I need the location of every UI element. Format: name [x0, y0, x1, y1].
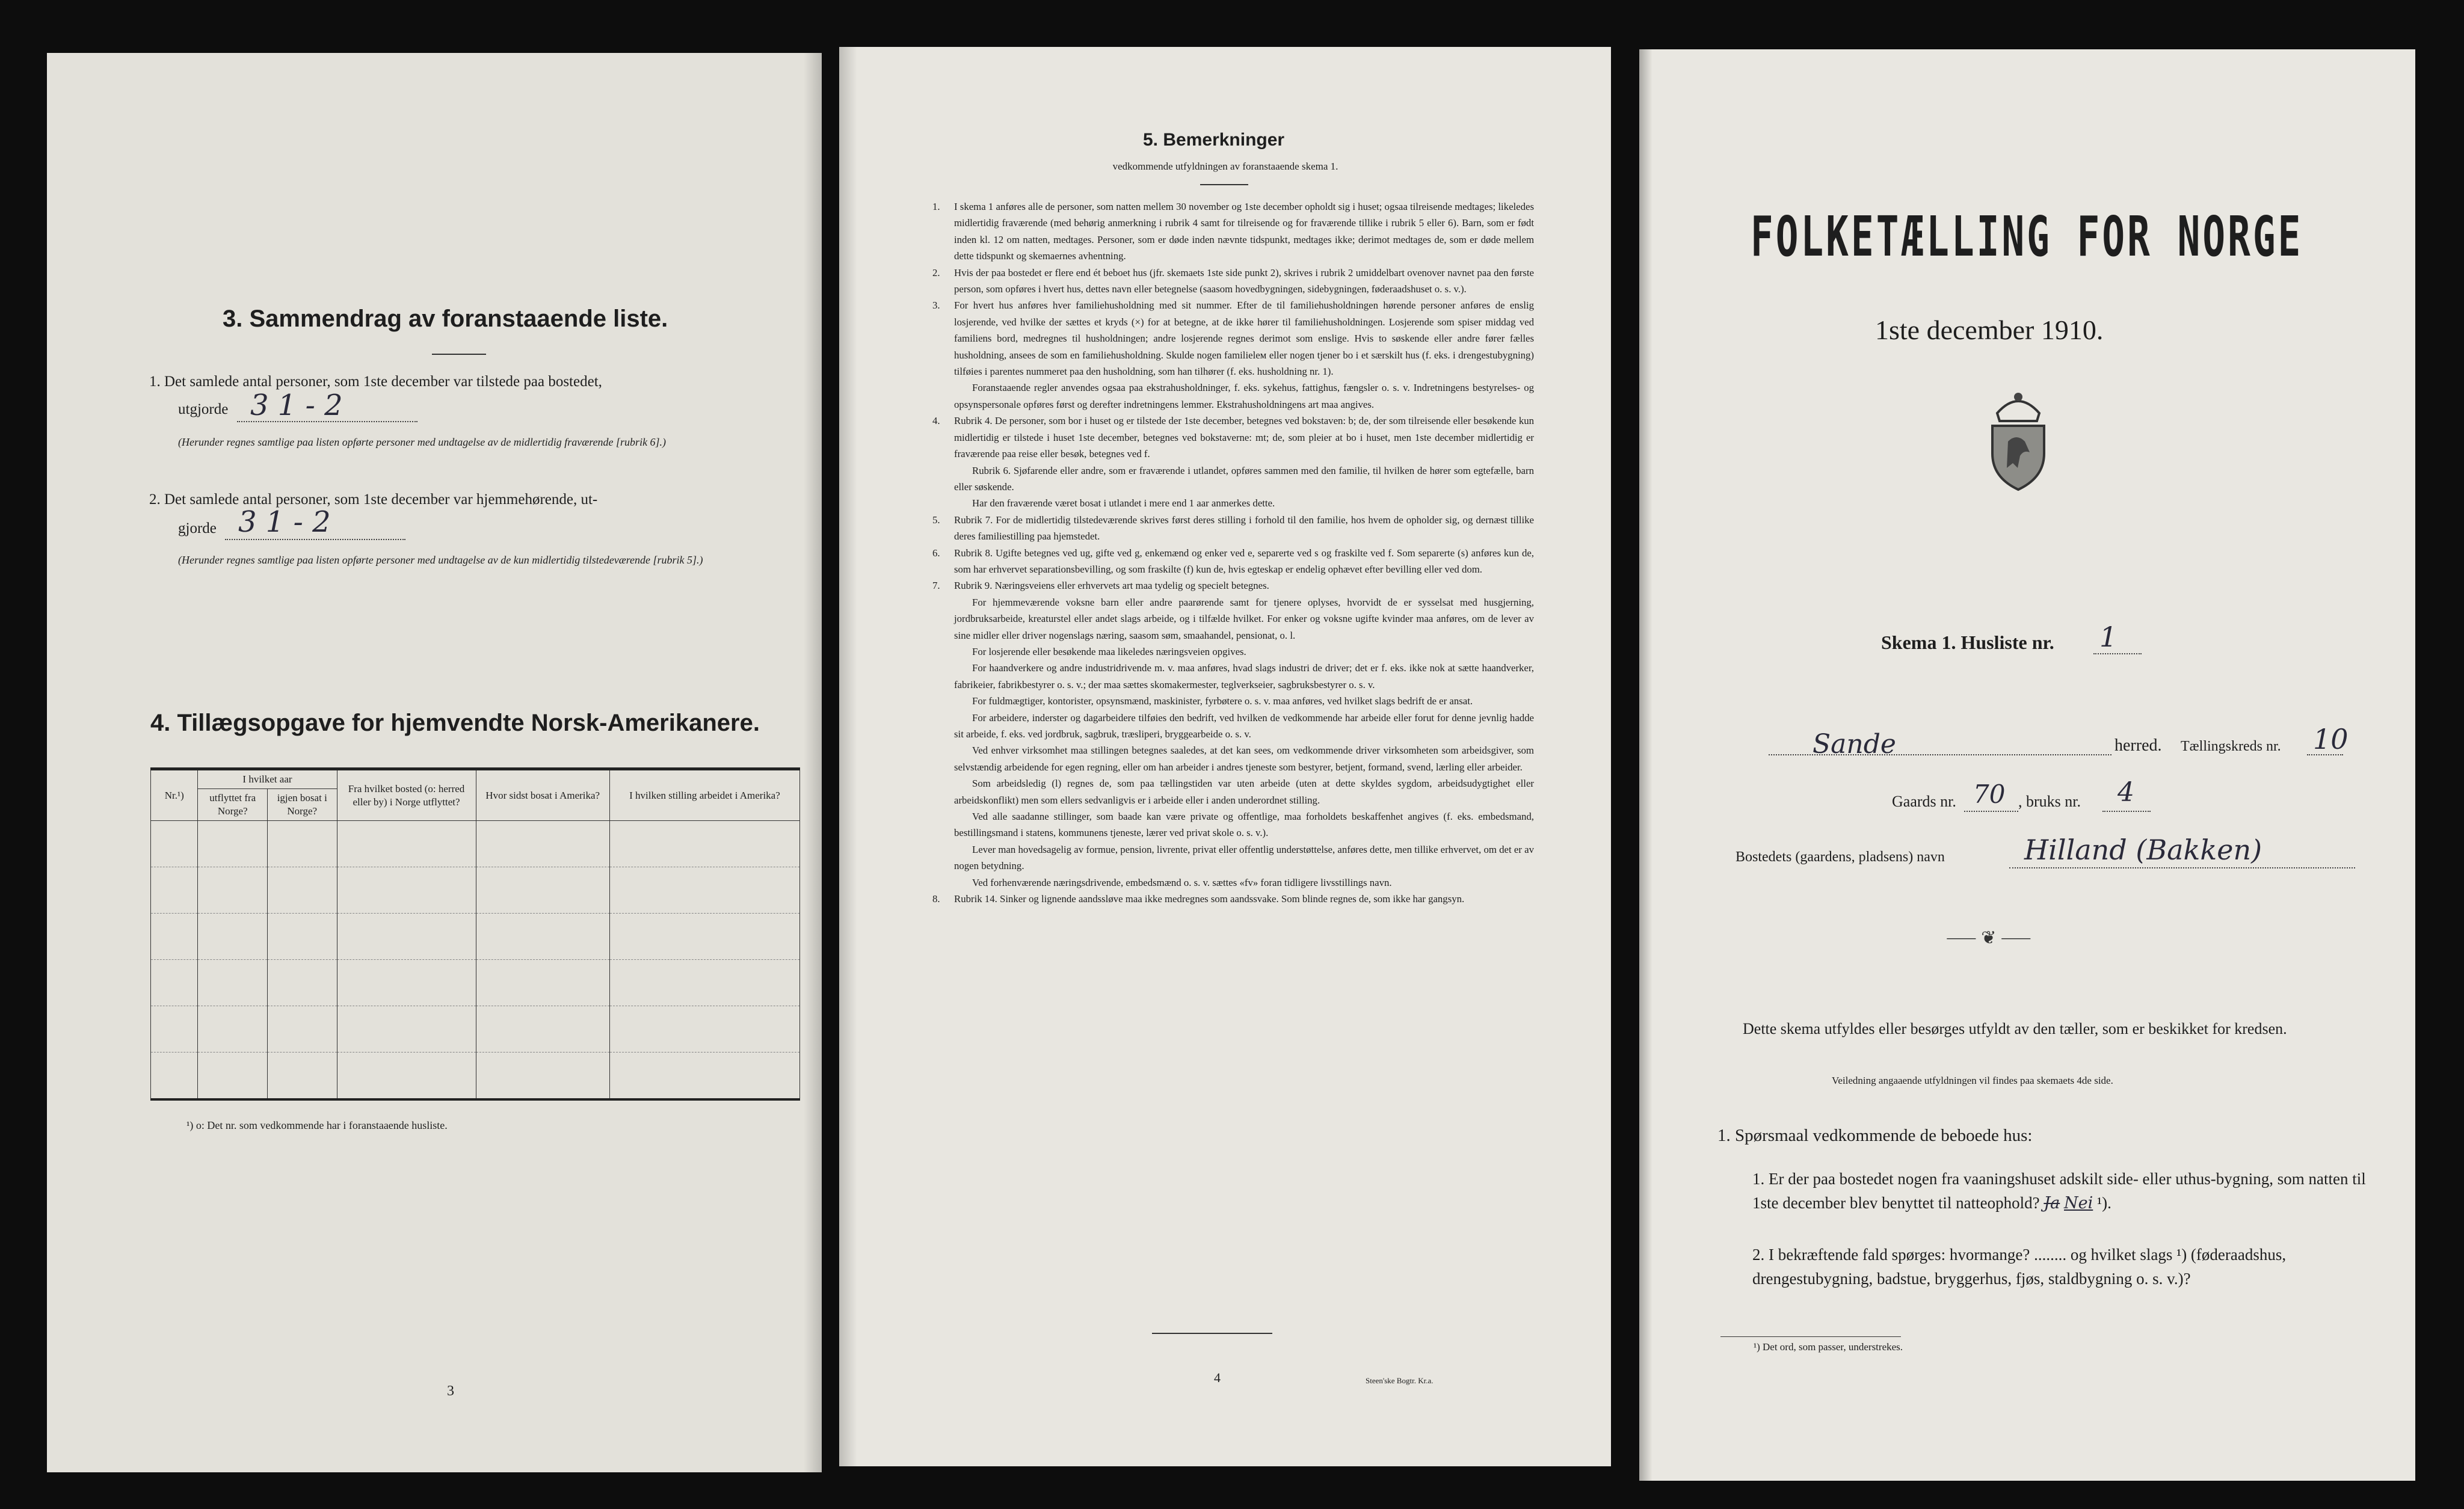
norsk-amerikanere-table-wrapper	[150, 767, 800, 1101]
item-2-value: 3 1 - 2	[238, 505, 331, 539]
census-date: 1ste december 1910.	[1875, 315, 2104, 345]
remarks-end-rule	[1152, 1333, 1272, 1334]
remark-text: Foranstaaende regler anvendes ogsaa paa ekstrahusholdninger, f. eks. sykehus, fattighus, fængsler o. s. v. Indretningens bestyrelses- og opsynspersonale opføres først og derefter indretningens lemmer. Ekstrahusholdningens art maa angives.	[954, 382, 1534, 410]
bosted-dotline	[2009, 867, 2355, 868]
col-group-aar: I hvilket aar	[198, 769, 337, 789]
printer-mark: Steen'ske Bogtr. Kr.a.	[1366, 1376, 1434, 1385]
remark-number: 6.	[932, 547, 940, 559]
remark-number	[932, 380, 954, 413]
remark-text: Rubrik 9. Næringsveiens eller erhvervets art maa tydelig og specielt betegnes.	[954, 580, 1269, 592]
item-1-value: 3 1 - 2	[250, 389, 343, 422]
remark-number: 5.	[932, 514, 940, 526]
remark-item	[932, 710, 1534, 743]
remark-item	[932, 841, 1534, 874]
remark-number: 3.	[932, 300, 940, 312]
remark-item	[932, 198, 1534, 265]
remark-text: Ved enhver virksomhet maa stillingen betegnes saaledes, at det kan sees, om vedkommende driver virksomheten som arbeidsgiver, som selvstændig arbeidende for egen regning, eller om han arbeider i andres tjeneste som bestyrer, betjent, formand, svend, lærling eller arbeider.	[954, 745, 1534, 773]
remark-number	[932, 594, 954, 644]
item-2-note: (Herunder regnes samtlige paa listen opførte personer med undtagelse av de kun midlertidig tilstedeværende [rubrik 5].)	[178, 554, 703, 566]
page-number-4: 4	[1214, 1370, 1221, 1385]
right-footnote: ¹) Det ord, som passer, understrekes.	[1754, 1341, 1903, 1353]
left-page	[47, 53, 822, 1472]
remark-text: For arbeidere, inderster og dagarbeidere tilføies den bedrift, ved hvilken de vedkommende har arbeide eller forut for denne jevnlig hadde sit arbeide, f. eks. ved jordbruk, sagbruk, træsliperi, bryggearbeide o. s. v.	[954, 711, 1534, 740]
bruks-value: 4	[2118, 777, 2134, 808]
remark-text: Har den fraværende været bosat i utlandet i mere end 1 aar anmerkes dette.	[972, 497, 1275, 509]
table-row	[151, 1053, 800, 1100]
remark-text: For fuldmægtiger, kontorister, opsynsmænd, maskinister, fyrbøtere o. s. v. maa anføres, ved hvilket slags bedrift de er ansat.	[972, 695, 1473, 707]
remarks-subtitle: vedkommende utfyldningen av foranstaaende skema 1.	[1112, 161, 1338, 172]
kreds-dotline	[2307, 754, 2343, 755]
remark-item	[932, 463, 1534, 496]
question-2: 2. I bekræftende fald spørges: hvormange? ........ og hvilket slags ¹) (føderaadshus, drengestubygning, badstue, bryggerhus, fjøs, staldbygning o. s. v.)?	[1752, 1246, 2287, 1288]
remark-item	[932, 512, 1534, 545]
footnote-rule	[1720, 1336, 1901, 1337]
remark-item	[932, 413, 1534, 462]
bosted-value: Hilland (Bakken)	[2024, 834, 2262, 866]
husliste-dotline	[2093, 653, 2142, 654]
herred-value: Sande	[1813, 729, 1896, 760]
section-3-title: 3. Sammendrag av foranstaaende liste.	[223, 306, 668, 332]
remark-text: I skema 1 anføres alle de personer, som natten mellem 30 november og 1ste december opholdt sig i huset; ogsaa tilreisende medtages; likeledes midlertidig fraværende (med behørig anmerkning i rubrik 4 samt for tilreisende og for fraværende tillike i rubrik 5 eller 6). Barn, som er født inden kl. 12 om natten, medtages. Personer, som er døde inden nævnte tidspunkt, medtages ikke; derimot medtages de, som er døde mellem dette tidspunkt og skemaernes avhentning.	[954, 201, 1534, 262]
norway-coat-of-arms-icon	[1979, 386, 2057, 497]
section-4-title: 4. Tillægsopgave for hjemvendte Norsk-Amerikanere.	[150, 710, 760, 736]
remark-item	[932, 594, 1534, 644]
remark-item	[932, 775, 1534, 808]
remark-text: Rubrik 14. Sinker og lignende aandssløve maa ikke medregnes som aandssvake. Som blinde regnes de, som ikke har gangsyn.	[954, 893, 1465, 905]
col-utflyttet: utflyttet fra Norge?	[198, 789, 268, 821]
norsk-amerikanere-table	[150, 767, 800, 1101]
item-1-prefix: utgjorde	[178, 401, 229, 417]
remark-item	[932, 693, 1534, 709]
remark-item	[932, 265, 1534, 298]
remark-number	[932, 495, 954, 511]
remark-item	[932, 660, 1534, 693]
remark-text: Rubrik 6. Sjøfarende eller andre, som er fraværende i utlandet, opføres sammen med den familie, til hvilken de hører som egtefælle, barn eller søskende.	[954, 464, 1534, 493]
remark-number: 2.	[932, 266, 940, 278]
question-1-text: 1. Er der paa bostedet nogen fra vaaningshuset adskilt side- eller uthus-bygning, som natten til 1ste december blev benyttet til natteophold?	[1752, 1170, 2366, 1212]
col-bosted: Fra hvilket bosted (o: herred eller by) i Norge utflyttet?	[337, 769, 476, 821]
remark-number: 1.	[932, 201, 940, 212]
husliste-nr-value: 1	[2099, 621, 2118, 653]
remark-number	[932, 742, 954, 775]
item-1-note: (Herunder regnes samtlige paa listen opførte personer med undtagelse av de midlertidig fraværende [rubrik 6].)	[178, 436, 667, 448]
col-amerika-bosat: Hvor sidst bosat i Amerika?	[476, 769, 609, 821]
document-title: FOLKETÆLLING FOR NORGE	[1751, 204, 2303, 269]
remark-number: 8.	[932, 893, 940, 905]
remark-item	[932, 808, 1534, 841]
herred-label: herred.	[2114, 736, 2162, 755]
remark-number	[932, 693, 954, 709]
remark-item	[932, 742, 1534, 775]
remark-item	[932, 644, 1534, 660]
remark-text: For hvert hus anføres hver familiehusholdning med sit nummer. Efter de til familiehusholdningen hørende personer anføres de enslig losjerende, ved hvilke der sættes et kryds (×) for at betegne, at de ikke hører til familiehusholdningen. Losjerende som spiser middag ved familiens bord, medregnes til husholdningen; andre losjerende regnes derimot som enslige. Hvis to søskende eller andre fører fælles husholdning, ansees de som en familiehusholdning. Skulde nogen familieleм eller nogen tjener bo i et særskilt hus (f. eks. i drengestubygning) tilføies i parentes nummeret paa den husholdning, som han tilhører (f. eks. husholdning nr. 1).	[954, 300, 1534, 378]
title-rule	[432, 354, 486, 355]
remarks-rule	[1200, 184, 1248, 185]
table-row	[151, 1006, 800, 1053]
remark-number	[932, 841, 954, 874]
remark-text: Rubrik 4. De personer, som bor i huset og er tilstede der 1ste december, betegnes ved bokstaven: b; de, der som tilreisende eller besøkende kun midlertidig er tilstede i huset 1ste december, betegnes ved bokstaverne: mt; de, som pleier at bo i huset, men 1ste december midlertidig er fraværende paa reise eller besøk, betegnes ved f.	[954, 415, 1534, 460]
table-row	[151, 960, 800, 1006]
page-number-3: 3	[447, 1383, 454, 1399]
remark-item	[932, 577, 1534, 594]
kreds-label: Tællingskreds nr.	[2181, 739, 2281, 754]
remark-number	[932, 808, 954, 841]
instruction-note: Veiledning angaaende utfyldningen vil findes paa skemaets 4de side.	[1832, 1075, 2113, 1086]
remark-text: For haandverkere og andre industridrivende m. v. maa anføres, hvad slags industri de driver; det er f. eks. ikke nok at sætte haandverker, fabrikeier, fabrikbestyrer o. s. v.; der maa sættes skomakermester, teglverkseier, sagbruksbestyrer o. s. v.	[954, 662, 1534, 690]
remark-item	[932, 545, 1534, 578]
kreds-value: 10	[2313, 723, 2348, 755]
remark-number	[932, 463, 954, 496]
answer-footnote-mark: ¹).	[2097, 1194, 2111, 1212]
col-nr: Nr.¹)	[151, 769, 198, 821]
item-2-line: 2. Det samlede antal personer, som 1ste december var hjemmehørende, ut-	[149, 491, 598, 508]
remark-number	[932, 644, 954, 660]
item-1-line: 1. Det samlede antal personer, som 1ste december var tilstede paa bostedet,	[149, 373, 602, 390]
bruks-label: , bruks nr.	[2018, 793, 2081, 810]
gaards-label: Gaards nr.	[1892, 793, 1956, 810]
remark-text: Lever man hovedsagelig av formue, pension, livrente, privat eller offentlig understøttelse, anføres dette, men tillike erhvervet, om det er av nogen betydning.	[954, 843, 1534, 872]
remarks-title: 5. Bemerkninger	[1143, 130, 1285, 150]
col-igjen-bosat: igjen bosat i Norge?	[267, 789, 337, 821]
remark-item	[932, 874, 1534, 891]
remark-text: Ved alle saadanne stillinger, som baade kan være private og offentlige, maa forholdets beskaffenhet angives (f. eks. embedsmand, bestillingsmand i statens, kommunens tjeneste, lærer ved privat skole o. s. v.).	[954, 811, 1534, 839]
ornament-divider-icon: ⸺ ❦ ⸺	[1946, 928, 2031, 948]
gaards-dotline	[1964, 811, 2018, 812]
bosted-label: Bostedets (gaardens, pladsens) navn	[1736, 849, 1945, 865]
table-row	[151, 914, 800, 960]
remark-number	[932, 660, 954, 693]
table-row	[151, 867, 800, 914]
remark-text: Rubrik 8. Ugifte betegnes ved ug, gifte ved g, enkemænd og enker ved e, separerte ved s og fraskilte ved f. Som separerte (s) anføres kun de, som har erhvervet separationsbevilling, og som fraskilte (f) kun de, hvis egteskap er endelig ophævet efter bevilling eller ved dom.	[954, 547, 1534, 575]
remark-number	[932, 710, 954, 743]
remark-number: 4.	[932, 415, 940, 427]
remark-text: For losjerende eller besøkende maa likeledes næringsveien opgives.	[972, 645, 1246, 657]
remark-item	[932, 891, 1534, 907]
skema-label: Skema 1. Husliste nr.	[1881, 632, 2054, 653]
remark-text: Rubrik 7. For de midlertidig tilstedeværende skrives først deres stilling i forhold til den familie, hos hvem de opholder sig, og dernæst tillike deres familiestilling paa hjemstedet.	[954, 514, 1534, 542]
remarks-list	[932, 198, 1534, 907]
remark-item	[932, 297, 1534, 380]
item-1-dotline	[237, 421, 417, 422]
remark-text: Hvis der paa bostedet er flere end ét beboet hus (jfr. skemaets 1ste side punkt 2), skrives i rubrik 2 umiddelbart ovenover navnet paa den første person, som opføres i hvert hus, dettes navn eller betegnelse (saasom hovedbygningen, sidebygningen, føderaadshuset o. s. v.).	[954, 266, 1534, 295]
table-row	[151, 821, 800, 867]
remark-item	[932, 495, 1534, 511]
remark-text: Ved forhenværende næringsdrivende, embedsmænd o. s. v. sættes «fv» foran tidligere livsstillings navn.	[972, 876, 1392, 888]
middle-page	[839, 47, 1611, 1466]
item-2-dotline	[225, 539, 405, 540]
bruks-dotline	[2102, 811, 2151, 812]
questions-heading: 1. Spørsmaal vedkommende de beboede hus:	[1717, 1126, 2033, 1145]
item-2-prefix: gjorde	[178, 520, 217, 536]
col-stilling: I hvilken stilling arbeidet i Amerika?	[609, 769, 799, 821]
instruction-text: Dette skema utfyldes eller besørges utfyldt av den tæller, som er beskikket for kredsen.	[1743, 1020, 2287, 1037]
remark-item	[932, 380, 1534, 413]
remark-text: Som arbeidsledig (l) regnes de, som paa tællingstiden var uten arbeide (uten at dette skyldes sygdom, arbeidsudygtighet eller arbeidskonflikt) men som ellers sedvanligvis er i arbeide eller i anden underordnet stilling.	[954, 778, 1534, 806]
answer-nei: Nei	[2064, 1194, 2093, 1212]
question-1	[1752, 1167, 2390, 1215]
answer-ja: Ja	[2044, 1194, 2060, 1212]
table-footnote: ¹) o: Det nr. som vedkommende har i foranstaaende husliste.	[186, 1119, 448, 1131]
remark-number: 7.	[932, 580, 940, 592]
remark-number	[932, 874, 954, 891]
remark-number	[932, 775, 954, 808]
right-page	[1639, 49, 2415, 1481]
remark-text: For hjemmeværende voksne barn eller andre paarørende samt for tjenere oplyses, hvorvidt de er sysselsat med husgjerning, jordbruksarbeide, kreaturstel eller andet slags arbeide, og i tilfælde hvilket. For enker og voksne ugifte kvinder maa anføres, om de lever av sine midler eller driver nogenslags næring, saasom søm, smaahandel, pensionat, o. l.	[954, 596, 1534, 641]
gaards-value: 70	[1973, 779, 2006, 809]
